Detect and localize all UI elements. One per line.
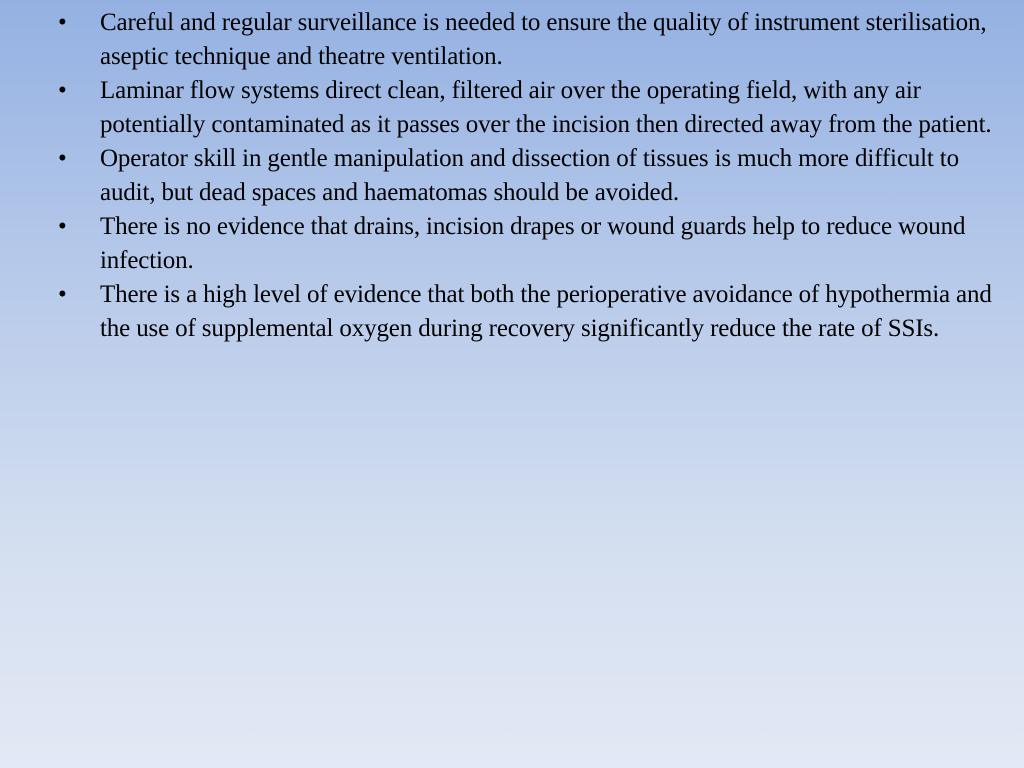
- bullet-item: [0, 278, 1024, 346]
- bullet-text: Careful and regular surveillance is needed to ensure the quality of instrument sterilisation, aseptic technique and theatre ventilation.: [100, 9, 987, 70]
- bullet-item: [0, 6, 1024, 74]
- bullet-text: There is a high level of evidence that both the perioperative avoidance of hypothermia and the use of supplemental oxygen during recovery significantly reduce the rate of SSIs.: [100, 281, 992, 342]
- bullet-icon: •: [58, 213, 67, 240]
- bullet-icon: •: [58, 77, 67, 104]
- bullet-text: There is no evidence that drains, incision drapes or wound guards help to reduce wound infection.: [100, 213, 966, 274]
- bullet-item: [0, 74, 1024, 142]
- bullet-item: [0, 142, 1024, 210]
- bullet-list: [0, 6, 1024, 346]
- bullet-icon: •: [58, 145, 67, 172]
- bullet-icon: •: [58, 281, 67, 308]
- bullet-text: Operator skill in gentle manipulation and dissection of tissues is much more difficult to audit, but dead spaces and haematomas should be avoided.: [100, 145, 959, 206]
- bullet-item: [0, 210, 1024, 278]
- bullet-icon: •: [58, 9, 67, 36]
- bullet-text: Laminar flow systems direct clean, filtered air over the operating field, with any air potentially contaminated as it passes over the incision then directed away from the patient.: [100, 77, 992, 138]
